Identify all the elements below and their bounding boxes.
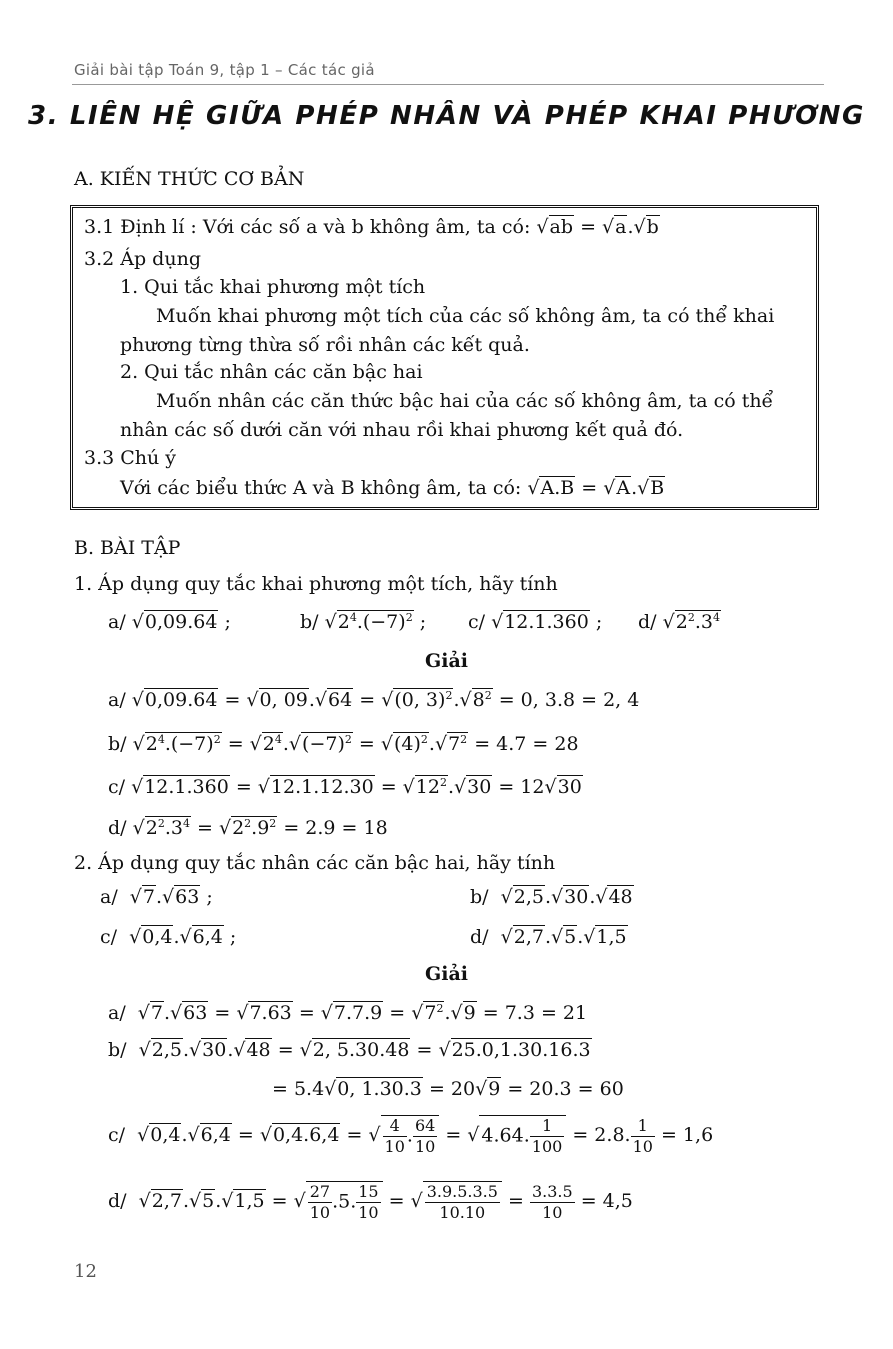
rule2-title: 2. Qui tắc nhân các căn bậc hai	[120, 361, 423, 383]
running-header: Giải bài tập Toán 9, tập 1 – Các tác giả	[74, 61, 375, 79]
ex2-solution-b-1: b/ √2,5.√30.√48 = √2, 5.30.48 = √25.0,1.30.16.3	[108, 1039, 591, 1061]
ex1-part-b: b/ $√2^4.(-7)^2$ ;	[300, 611, 427, 633]
ex1-solution-a: a/ √0,09.64 = √0, 09.√64 = √(0, $3)^2.√8^2 = 0$, 3.8 = 2, 4	[108, 689, 640, 711]
rule1-text-1: Muốn khai phương một tích của các số không âm, ta có thể khai	[156, 305, 775, 327]
ex1-solution-c: c/ $√12.1.360 = √12.1.12.30 = √12^2.√30 = 12√30$	[108, 776, 582, 798]
note-text: Với các biểu thức A và B không âm, ta có: √A.B = √A.√B	[120, 477, 665, 499]
header-rule	[72, 84, 824, 85]
section-a-heading: A. KIẾN THỨC CƠ BẢN	[74, 168, 305, 190]
ex2-part-d: d/ √2,7.√5.√1,5	[470, 926, 627, 948]
ex1-solution-label: Giải	[425, 650, 468, 672]
ex2-solution-label: Giải	[425, 963, 468, 985]
ex1-solution-b: b/ $√2^4.(-7)^2 = √2^4.√(-7)^2 = √(4)^2.√7^2 = 4.7 = 28$	[108, 733, 579, 755]
ex2-part-c: c/ √0,4.√6,4 ;	[100, 926, 237, 948]
theorem-line: 3.1 Định lí : Với các số a và b không âm, ta có: √ab = √a.√b	[84, 216, 659, 238]
exercise-1-prompt: 1. Áp dụng quy tắc khai phương một tích, hãy tính	[74, 573, 558, 595]
ex2-solution-a: a/ $√7.√63 = √7.63 = √7.7.9 = √7^2.√9 = 7.3 = 21$	[108, 1002, 588, 1024]
ex2-solution-c: c/ √0,4.√6,4 = √0,4.6,4 = √ $\frac{4}{10}$ . $\frac{64}{10}$ = √ 4.64. $\frac{1}{100}$ = 2.8. $\frac{1}{10}$ = 1,6	[108, 1115, 714, 1156]
ex2-part-b: b/ √2,5.√30.√48	[470, 886, 633, 908]
ex1-part-c: c/ √12.1.360 ;	[468, 611, 603, 633]
ex2-solution-b-2: = 5.4√0, 1.30.3 = 20√9 = 20.3 = 60	[272, 1078, 624, 1100]
application-heading: 3.2 Áp dụng	[84, 248, 201, 270]
ex1-part-a: a/ √0,09.64 ;	[108, 611, 231, 633]
rule1-title: 1. Qui tắc khai phương một tích	[120, 276, 426, 298]
rule2-text-2: nhân các số dưới căn với nhau rồi khai phương kết quả đó.	[120, 419, 684, 441]
page-number: 12	[74, 1261, 97, 1282]
ex1-solution-d: d/ $√2^2.3^4 = √2^2.9^2 = 2.9 = 18$	[108, 817, 388, 839]
ex2-solution-d: d/ √2,7.√5.√1,5 = √ $\frac{27}{10}$ .5. $\frac{15}{10}$ = √ $\frac{3.9.5.3.5}{10.10}$ = $\frac{3.3.5}{10}$ = 4,5	[108, 1181, 633, 1222]
page-title: 3. LIÊN HỆ GIỮA PHÉP NHÂN VÀ PHÉP KHAI PHƯƠNG	[28, 101, 865, 131]
note-heading: 3.3 Chú ý	[84, 447, 177, 469]
ex2-part-a: a/ √7.√63 ;	[100, 886, 213, 908]
section-b-heading: B. BÀI TẬP	[74, 537, 181, 559]
rule1-text-2: phương từng thừa số rồi nhân các kết quả.	[120, 334, 530, 356]
ex1-part-d: d/ $√2^2.3^4$	[638, 611, 720, 633]
exercise-2-prompt: 2. Áp dụng quy tắc nhân các căn bậc hai, hãy tính	[74, 852, 556, 874]
rule2-text-1: Muốn nhân các căn thức bậc hai của các số không âm, ta có thể	[156, 390, 774, 412]
